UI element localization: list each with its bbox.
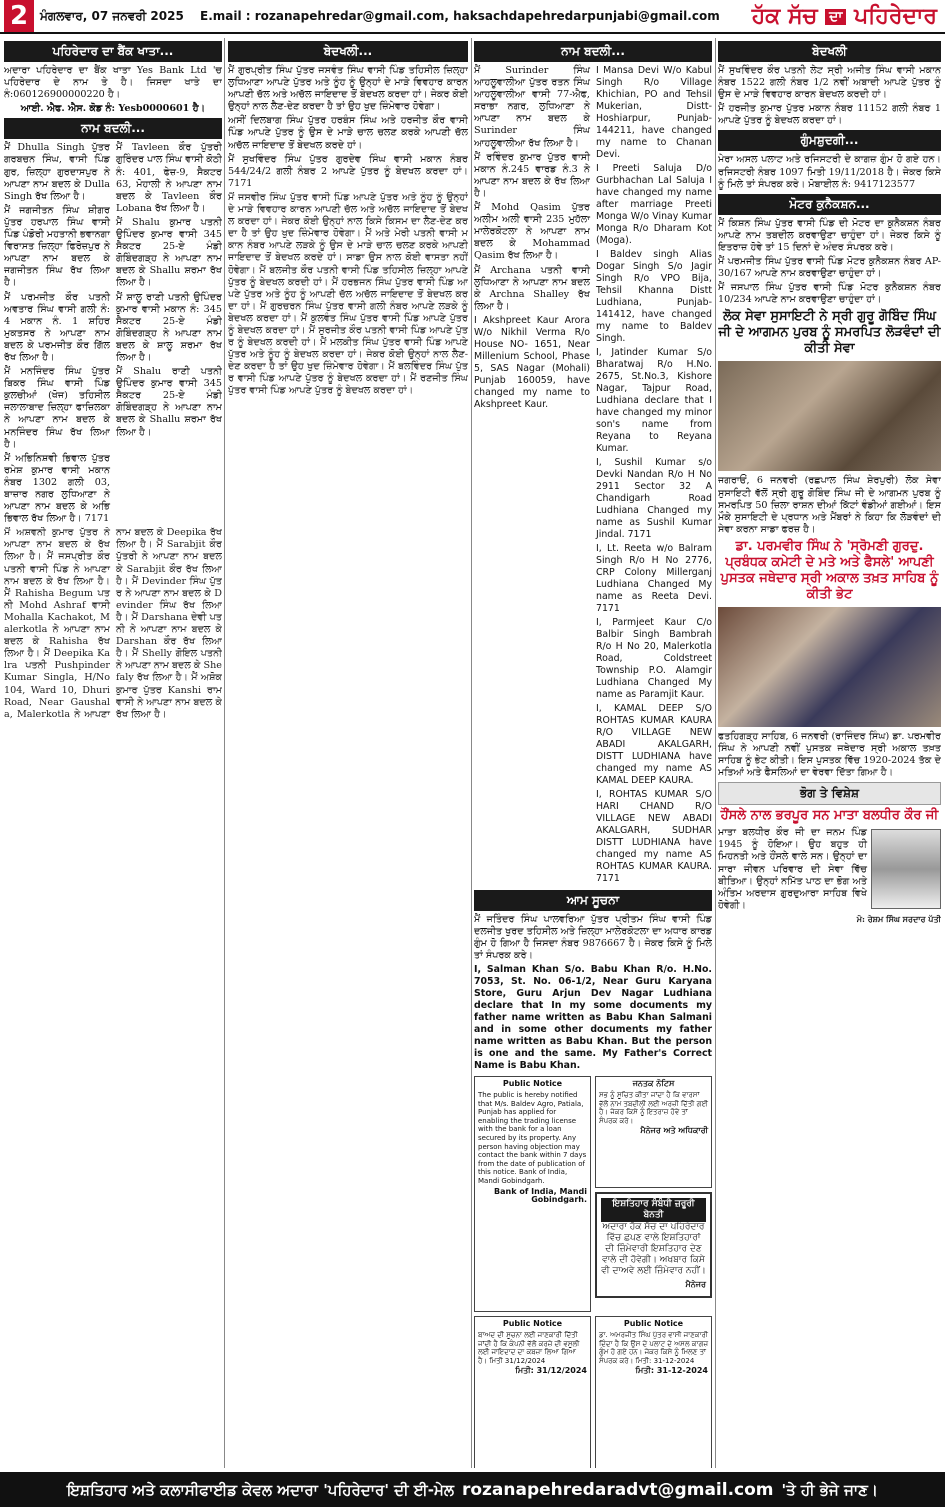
list-item: I Mansa Devi W/o Kabul Singh R/o Village Khichian, PO and Tehsil Mukerian, Distt-Hoshiarpur, Punjab-144211, have changed my name to Chanan Devi. bbox=[596, 65, 712, 160]
page-number: 2 bbox=[4, 0, 34, 32]
name-change-list bbox=[4, 142, 222, 527]
list-item: ਮੈਂ Tavleen ਕੌਰ ਪੁੱਤਰੀ ਗੁਰਿੰਦਰ ਪਾਲ ਸਿੰਘ ਵਾਸੀ ਕੋਠੀ ਨੰ: 401, ਫੇਜ਼-9, ਸੈਕਟਰ 63, ਮੋਹਾਲੀ ਨੇ ਆਪਣਾ ਨਾਮ ਬਦਲ ਕੇ Tavleen ਕੌਰ Lobana ਰੱਖ ਲਿਆ ਹੈ। bbox=[116, 142, 222, 214]
masthead bbox=[0, 0, 945, 34]
list-item: I, Lt. Reeta w/o Balram Singh R/o H No 2776, CRP Colony Millerganj Ludhiana Changed My name as Reeta Devi. 7171 bbox=[596, 543, 712, 614]
list-item: I, Parmjeet Kaur C/o Balbir Singh Bambrah R/o H No 20, Malerkotla Road, Coldstreet Township P.O. Alamgir Ludhiana Changed My name as Paramjit Kaur. bbox=[596, 617, 712, 700]
paper-name-right: ਪਹਿਰੇਦਾਰ bbox=[854, 3, 937, 29]
notice-text: The public is hereby notified that M/s. Baldev Agro, Patiala, Punjab has applied for enabling the trading license with the bank for a loan secured by its property. Any person having objection may contact the bank within 7 days from the date of publication of this notice. Bank of India, Mandi Gobindgarh. bbox=[478, 1090, 587, 1185]
list-item: ਮੈਂ ਕਿਸ਼ਨ ਸਿੰਘ ਪੁੱਤਰ ਵਾਸੀ ਪਿੰਡ ਦੀ ਮੋਟਰ ਦਾ ਕੁਨੈਕਸ਼ਨ ਨੰਬਰ ਆਪਣੇ ਨਾਮ ਤਬਦੀਲ ਕਰਵਾਉਣਾ ਚਾਹੁੰਦਾ ਹਾਂ। ਜੇਕਰ ਕਿਸੇ ਨੂੰ ਇਤਰਾਜ਼ ਹੋਵੇ ਤਾਂ 15 ਦਿਨਾਂ ਦੇ ਅੰਦਰ ਸੰਪਰਕ ਕਰੇ। bbox=[718, 217, 941, 253]
notice-sign: ਮਿਤੀ: 31/12/2024 bbox=[515, 1366, 587, 1376]
name-change-right-2 bbox=[596, 65, 712, 887]
list-item: ਮੈਂ Shalu ਕੁਮਾਰ ਪਤਨੀ ਉਪਿੰਦਰ ਕੁਮਾਰ ਵਾਸੀ 345 ਸੈਕਟਰ 25-ਏ ਮੰਡੀ ਗੋਬਿੰਦਗੜ੍ਹ ਨੇ ਆਪਣਾ ਨਾਮ ਬਦਲ ਕੇ Shallu ਸ਼ਰਮਾ ਰੱਖ ਲਿਆ ਹੈ। bbox=[116, 216, 222, 289]
bhog-text: ਮਾਤਾ ਬਲਧੀਰ ਕੌਰ ਜੀ ਦਾ ਜਨਮ ਪਿੰਡ 1945 ਨੂੰ ਹੋਇਆ। ਉਹ ਬਹੁਤ ਹੀ ਮਿਹਨਤੀ ਅਤੇ ਹੌਂਸਲੇ ਵਾਲੇ ਸਨ। ਉਨ੍ਹਾਂ ਦਾ ਸਾਰਾ ਜੀਵਨ ਪਰਿਵਾਰ ਦੀ ਸੇਵਾ ਵਿੱਚ ਬੀਤਿਆ। ਉਨ੍ਹਾਂ ਨਮਿੱਤ ਪਾਠ ਦਾ ਭੋਗ ਅਤੇ ਅੰਤਿਮ ਅਰਦਾਸ ਗੁਰਦੁਆਰਾ ਸਾਹਿਬ ਵਿਖੇ ਹੋਵੇਗੀ। bbox=[718, 827, 867, 911]
list-item: I, KAMAL DEEP S/O ROHTAS KUMAR KAURA R/O VILLAGE NEW ABADI AKALGARH, DISTT LUDHIANA have changed my name AS KAMAL DEEP KAURA. bbox=[596, 703, 712, 786]
column-1 bbox=[4, 38, 222, 1468]
footer-banner bbox=[0, 1472, 945, 1507]
ad-request-sign: ਮੈਨੇਜਰ bbox=[685, 1279, 706, 1290]
missing-heading: ਗੁੰਮਸ਼ੁਦਗੀ... bbox=[718, 130, 941, 151]
portrait-photo bbox=[871, 829, 941, 909]
list-item: ਮੈਂ Mohd Qasim ਪੁੱਤਰ ਅਲੀਮ ਅਲੀ ਵਾਸੀ 235 ਮੁਹੱਲਾ ਮਾਲੇਰਕੋਟਲਾ ਨੇ ਆਪਣਾ ਨਾਮ ਬਦਲ ਕੇ Mohammad Qasim ਰੱਖ ਲਿਆ ਹੈ। bbox=[474, 202, 590, 262]
story-1-text: ਜਗਰਾਓਂ, 6 ਜਨਵਰੀ (ਰਛਪਾਲ ਸਿੰਘ ਸ਼ੇਰਪੁਰੀ) ਲੋਕ ਸੇਵਾ ਸੁਸਾਇਟੀ ਵੱਲੋਂ ਸ੍ਰੀ ਗੁਰੂ ਗੋਬਿੰਦ ਸਿੰਘ ਜੀ ਦੇ ਆਗਮਨ ਪੁਰਬ ਨੂੰ ਸਮਰਪਿਤ 50 ਜ਼ਿਲਾ ਰਾਸ਼ਨ ਦੀਆਂ ਕਿੱਟਾਂ ਵੰਡੀਆਂ ਗਈਆਂ। ਇਸ ਮੌਕੇ ਸੁਸਾਇਟੀ ਦੇ ਪ੍ਰਧਾਨ ਅਤੇ ਮੈਂਬਰਾਂ ਨੇ ਕਿਹਾ ਕਿ ਲੋੜਵੰਦਾਂ ਦੀ ਸੇਵਾ ਕਰਨਾ ਸਾਡਾ ਫਰਜ਼ ਹੈ। bbox=[718, 475, 941, 535]
ad-request-box bbox=[595, 1192, 712, 1298]
name-change-heading-2: ਨਾਮ ਬਦਲੀ... bbox=[474, 41, 712, 62]
list-item: ਮੈਂ ਸ਼ਾਲੂ ਰਾਣੀ ਪਤਨੀ ਉਪਿੰਦਰ ਕੁਮਾਰ ਵਾਸੀ ਮਕਾਨ ਨੰ: 345 ਸੈਕਟਰ 25-ਏ ਮੰਡੀ ਗੋਬਿੰਦਗੜ੍ਹ ਨੇ ਆਪਣਾ ਨਾਮ ਬਦਲ ਕੇ ਸ਼ਾਲੂ ਸ਼ਰਮਾ ਰੱਖ ਲਿਆ ਹੈ। bbox=[116, 291, 222, 363]
list-item: I, Jatinder Kumar S/o Bharatwaj R/o H.No. 2675, St.No.3, Kishore Nagar, Tajpur Road, Ludhiana declare that I have changed my minor son's name from Reyana to Reyana Kumar. bbox=[596, 347, 712, 454]
ifsc-code: ਆਈ. ਐਫ. ਐਸ. ਕੋਡ ਨੰ: Yesb0000601 ਹੈ। bbox=[20, 103, 206, 115]
disinheritance-heading: ਬੇਦਖਲੀ... bbox=[228, 41, 468, 62]
column-divider bbox=[224, 38, 225, 1468]
notice-text: ਬਾਅਦ ਦੀ ਸੂਚਨਾ ਲਈ ਜਾਣਕਾਰੀ ਦਿੱਤੀ ਜਾਂਦੀ ਹੈ ਕਿ ਕੰਪਨੀ ਵੱਲੋਂ ਕਰਜ਼ੇ ਦੀ ਵਸੂਲੀ ਲਈ ਜਾਇਦਾਦ ਦਾ ਕਬਜ਼ਾ ਲਿਆ ਗਿਆ ਹੈ। ਮਿਤੀ 31/12/2024 bbox=[478, 1330, 580, 1365]
footer-text-right: 'ਤੇ ਹੀ ਭੇਜੇ ਜਾਣ। bbox=[781, 1480, 879, 1499]
notice-title: ਜਨਤਕ ਨੋਟਿਸ bbox=[632, 1079, 675, 1089]
column-2 bbox=[228, 38, 468, 1468]
notice-text: ਡਾ. ਅਮਰਜੀਤ ਸਿੰਘ ਪੁੱਤਰ ਵਾਸੀ ਜਾਣਕਾਰੀ ਦਿੰਦਾ ਹੈ ਕਿ ਉਸ ਦੇ ਪਲਾਟ ਦੇ ਅਸਲ ਕਾਗਜ਼ ਗੁੰਮ ਹੋ ਗਏ ਹਨ। ਜੇਕਰ ਕਿਸੇ ਨੂੰ ਮਿਲਣ ਤਾਂ ਸੰਪਰਕ ਕਰੇ। ਮਿਤੀ: 31-12-2024 bbox=[599, 1330, 709, 1365]
list-item: I Baldev singh Alias Dogar Singh S/o Jagir Singh R/o VPO Bija, Tehsil Khanna Distt Ludhiana, Punjab-141412, have changed my name to Baldev Singh. bbox=[596, 249, 712, 344]
column-divider bbox=[471, 38, 472, 1468]
list-item: ਮੈਂ Surinder ਸਿੰਘ ਆਹਲੂਵਾਲੀਆ ਪੁੱਤਰ ਰਤਨ ਸਿੰਘ ਆਹਲੂਵਾਲੀਆ ਵਾਸੀ 77-ਐਫ, ਸਰਾਭਾ ਨਗਰ, ਲੁਧਿਆਣਾ ਨੇ ਆਪਣਾ ਨਾਮ ਬਦਲ ਕੇ Surinder ਸਿੰਘ ਆਹਲੂਵਾਲੀਆ ਰੱਖ ਲਿਆ ਹੈ। bbox=[474, 65, 590, 149]
list-item: ਮੈਂ Dhulla Singh ਪੁੱਤਰ ਗਰਬਚਨ ਸਿੰਘ, ਵਾਸੀ ਪਿੰਡ ਗੁਰ, ਜ਼ਿਲ੍ਹਾ ਗੁਰਦਾਸਪੁਰ ਨੇ ਆਪਣਾ ਨਾਮ ਬਦਲ ਕੇ Dulla Singh ਰੱਖ ਲਿਆ ਹੈ। bbox=[4, 142, 110, 202]
story-1-photo bbox=[718, 361, 941, 471]
list-item: ਮੇਰਾ ਅਸਲ ਪਲਾਟ ਅਤੇ ਰਜਿਸਟਰੀ ਦੇ ਕਾਗਜ਼ ਗੁੰਮ ਹੋ ਗਏ ਹਨ। ਰਜਿਸਟਰੀ ਨੰਬਰ 1097 ਮਿਤੀ 19/11/2018 ਹੈ। ਜੇਕਰ ਕਿਸੇ ਨੂੰ ਮਿਲੇ ਤਾਂ ਸੰਪਰਕ ਕਰੇ। ਮੋਬਾਈਲ ਨੰ: 9417123577 bbox=[718, 154, 941, 190]
column-3 bbox=[474, 38, 712, 1468]
story-2-text: ਫਤਹਿਗੜ੍ਹ ਸਾਹਿਬ, 6 ਜਨਵਰੀ (ਰਾਜਿੰਦਰ ਸਿੰਘ) ਡਾ. ਪਰਮਵੀਰ ਸਿੰਘ ਨੇ ਆਪਣੀ ਨਵੀਂ ਪੁਸਤਕ ਜਥੇਦਾਰ ਸ੍ਰੀ ਅਕਾਲ ਤਖ਼ਤ ਸਾਹਿਬ ਨੂੰ ਭੇਟ ਕੀਤੀ। ਇਸ ਪੁਸਤਕ ਵਿੱਚ 1920-2024 ਤੱਕ ਦੇ ਮਤਿਆਂ ਅਤੇ ਫੈਸਲਿਆਂ ਦਾ ਵੇਰਵਾ ਦਿੱਤਾ ਗਿਆ ਹੈ। bbox=[718, 730, 941, 779]
public-notice-1 bbox=[474, 1076, 591, 1312]
list-item: ਮੈਂ ਗੁਰਪ੍ਰੀਤ ਸਿੰਘ ਪੁੱਤਰ ਜਸਵੰਤ ਸਿੰਘ ਵਾਸੀ ਪਿੰਡ ਤਹਿਸੀਲ ਜ਼ਿਲ੍ਹਾ ਲੁਧਿਆਣਾ ਆਪਣੇ ਪੁੱਤਰ ਅਤੇ ਨੂੰਹ ਨੂੰ ਉਨ੍ਹਾਂ ਦੇ ਮਾੜੇ ਵਿਵਹਾਰ ਕਾਰਨ ਆਪਣੀ ਚੱਲ ਅਤੇ ਅਚੱਲ ਜਾਇਦਾਦ ਤੋਂ ਬੇਦਖਲ ਕਰਦਾ ਹਾਂ। ਜੇਕਰ ਕੋਈ ਉਨ੍ਹਾਂ ਨਾਲ ਲੈਣ-ਦੇਣ ਕਰਦਾ ਹੈ ਤਾਂ ਉਹ ਖੁਦ ਜ਼ਿੰਮੇਵਾਰ ਹੋਵੇਗਾ। bbox=[228, 65, 468, 113]
bhog-sign: ਮੋ: ਰੇਸ਼ਮ ਸਿੰਘ ਸਰਦਾਰ ਪੱਤੀ bbox=[856, 913, 941, 924]
notice-text: ਸਭ ਨੂੰ ਸੂਚਿਤ ਕੀਤਾ ਜਾਂਦਾ ਹੈ ਕਿ ਵਾਰਸਾਂ ਵੱਲੋਂ ਨਾਮ ਤਬਦੀਲੀ ਲਈ ਅਰਜ਼ੀ ਦਿੱਤੀ ਗਈ ਹੈ। ਜੇਕਰ ਕਿਸੇ ਨੂੰ ਇਤਰਾਜ਼ ਹੋਵੇ ਤਾਂ ਸੰਪਰਕ ਕਰੇ। bbox=[599, 1090, 708, 1125]
public-notice-4 bbox=[595, 1316, 712, 1468]
list-item: ਮੈਂ Archana ਪਤਨੀ ਵਾਸੀ ਲੁਧਿਆਣਾ ਨੇ ਆਪਣਾ ਨਾਮ ਬਦਲ ਕੇ Archna Shalley ਰੱਖ ਲਿਆ ਹੈ। bbox=[474, 264, 590, 312]
list-item: ਅਸੀਂ ਦਿਲਬਾਗ ਸਿੰਘ ਪੁੱਤਰ ਹਰਬੰਸ ਸਿੰਘ ਅਤੇ ਹਰਜੀਤ ਕੌਰ ਵਾਸੀ ਪਿੰਡ ਆਪਣੇ ਪੁੱਤਰ ਨੂੰ ਉਸ ਦੇ ਮਾੜੇ ਚਾਲ ਚਲਣ ਕਰਕੇ ਆਪਣੀ ਚੱਲ ਅਚੱਲ ਜਾਇਦਾਦ ਤੋਂ ਬੇਦਖਲ ਕਰਦੇ ਹਾਂ। bbox=[228, 115, 468, 151]
column-divider bbox=[715, 38, 716, 1468]
header-email: E.mail : rozanapehredar@gmail.com, haksachdapehredarpunjabi@gmail.com bbox=[200, 9, 720, 23]
column-4 bbox=[718, 38, 941, 1468]
disinheritance-continued: ਮੈਂ ਜਸਵੀਰ ਸਿੰਘ ਪੁੱਤਰ ਵਾਸੀ ਪਿੰਡ ਆਪਣੇ ਪੁੱਤਰ ਅਤੇ ਨੂੰਹ ਨੂੰ ਉਨ੍ਹਾਂ ਦੇ ਮਾੜੇ ਵਿਵਹਾਰ ਕਾਰਨ ਆਪਣੀ ਚੱਲ ਅਤੇ ਅਚੱਲ ਜਾਇਦਾਦ ਤੋਂ ਬੇਦਖਲ ਕਰਦਾ ਹਾਂ। ਜੇਕਰ ਕੋਈ ਉਨ੍ਹਾਂ ਨਾਲ ਕਿਸੇ ਕਿਸਮ ਦਾ ਲੈਣ-ਦੇਣ ਕਰਦਾ ਹੈ ਤਾਂ ਉਹ ਖੁਦ ਜ਼ਿੰਮੇਵਾਰ ਹੋਵੇਗਾ। ਮੈਂ ਅਤੇ ਮੇਰੀ ਪਤਨੀ ਵਾਸੀ ਮਕਾਨ ਨੰਬਰ ਆਪਣੇ ਲੜਕੇ ਨੂੰ ਉਸ ਦੇ ਮਾੜੇ ਚਾਲ ਚਲਣ ਕਰਕੇ ਆਪਣੀ ਜਾਇਦਾਦ ਤੋਂ ਬੇਦਖਲ ਕਰਦੇ ਹਾਂ। ਸਾਡਾ ਉਸ ਨਾਲ ਕੋਈ ਵਾਸਤਾ ਨਹੀਂ ਹੋਵੇਗਾ। ਮੈਂ ਬਲਜੀਤ ਕੌਰ ਪਤਨੀ ਵਾਸੀ ਪਿੰਡ ਤਹਿਸੀਲ ਜ਼ਿਲ੍ਹਾ ਆਪਣੇ ਪੁੱਤਰ ਨੂੰ ਬੇਦਖਲ ਕਰਦੀ ਹਾਂ। ਮੈਂ ਹਰਭਜਨ ਸਿੰਘ ਪੁੱਤਰ ਵਾਸੀ ਪਿੰਡ ਆਪਣੇ ਪੁੱਤਰ ਅਤੇ ਨੂੰਹ ਨੂੰ ਆਪਣੀ ਚੱਲ ਅਚੱਲ ਜਾਇਦਾਦ ਤੋਂ ਬੇਦਖਲ ਕਰਦਾ ਹਾਂ। ਮੈਂ ਗੁਰਚਰਨ ਸਿੰਘ ਪੁੱਤਰ ਵਾਸੀ ਗਲੀ ਨੰਬਰ ਆਪਣੇ ਲੜਕੇ ਨੂੰ ਬੇਦਖਲ ਕਰਦਾ ਹਾਂ। ਮੈਂ ਕੁਲਵੰਤ ਸਿੰਘ ਪੁੱਤਰ ਵਾਸੀ ਪਿੰਡ ਆਪਣੇ ਪੁੱਤਰ ਨੂੰ ਬੇਦਖਲ ਕਰਦਾ ਹਾਂ। ਮੈਂ ਸੁਰਜੀਤ ਕੌਰ ਪਤਨੀ ਵਾਸੀ ਪਿੰਡ ਆਪਣੇ ਪੁੱਤਰ ਨੂੰ ਬੇਦਖਲ ਕਰਦੀ ਹਾਂ। ਮੈਂ ਮਲਕੀਤ ਸਿੰਘ ਪੁੱਤਰ ਵਾਸੀ ਪਿੰਡ ਆਪਣੇ ਪੁੱਤਰ ਅਤੇ ਨੂੰਹ ਨੂੰ ਬੇਦਖਲ ਕਰਦਾ ਹਾਂ। ਜੇਕਰ ਕੋਈ ਉਨ੍ਹਾਂ ਨਾਲ ਲੈਣ-ਦੇਣ ਕਰਦਾ ਹੈ ਤਾਂ ਉਹ ਖੁਦ ਜ਼ਿੰਮੇਵਾਰ ਹੋਵੇਗਾ। ਮੈਂ ਬਲਵਿੰਦਰ ਸਿੰਘ ਪੁੱਤਰ ਵਾਸੀ ਪਿੰਡ ਆਪਣੇ ਪੁੱਤਰ ਨੂੰ ਬੇਦਖਲ ਕਰਦਾ ਹਾਂ। ਮੈਂ ਰਣਜੀਤ ਸਿੰਘ ਪੁੱਤਰ ਵਾਸੀ ਪਿੰਡ ਆਪਣੇ ਪੁੱਤਰ ਨੂੰ ਬੇਦਖਲ ਕਰਦਾ ਹਾਂ। bbox=[228, 191, 468, 397]
bank-account-text: ਅਦਾਰਾ ਪਹਿਰੇਦਾਰ ਦਾ ਬੈਂਕ ਖਾਤਾ Yes Bank Ltd 'ਚ ਪਹਿਰੇਦਾਰ ਦੇ ਨਾਮ ਤੇ ਹੈ। ਜਿਸਦਾ ਖਾਤੇ ਦਾ ਨੰ:060126900000220 ਹੈ। bbox=[4, 65, 222, 101]
story-1-headline: ਲੋਕ ਸੇਵਾ ਸੁਸਾਇਟੀ ਨੇ ਸ੍ਰੀ ਗੁਰੂ ਗੋਬਿੰਦ ਸਿੰਘ ਜੀ ਦੇ ਆਗਮਨ ਪੁਰਬ ਨੂੰ ਸਮਰਪਿਤ ਲੋੜਵੰਦਾਂ ਦੀ ਕੀਤੀ ਸੇਵਾ bbox=[718, 309, 941, 357]
bhog-headline: ਹੌਂਸਲੇ ਨਾਲ ਭਰਪੂਰ ਸਨ ਮਾਤਾ ਬਲਧੀਰ ਕੌਰ ਜੀ bbox=[720, 808, 939, 824]
list-item: ਮੈਂ ਅਭਿਨਿਸ਼ਵੀ ਭਿਵਾਲ ਪੁੱਤਰ ਰਮੇਸ਼ ਕੁਮਾਰ ਵਾਸੀ ਮਕਾਨ ਨੰਬਰ 1302 ਗਲੀ 03, ਬਾਜ਼ਾਰ ਨਗਰ ਲੁਧਿਆਣਾ ਨੇ ਆਪਣਾ ਨਾਮ ਬਦਲ ਕੇ ਅਭਿ ਭਿਵਾਲ ਰੱਖ ਲਿਆ ਹੈ। 7171 bbox=[4, 452, 110, 525]
notice-title: Public Notice bbox=[502, 1079, 563, 1089]
paper-name-mid: ਦਾ bbox=[825, 9, 846, 25]
list-item: I Preeti Saluja D/o Gurbhachan Lal Saluja I have changed my name after marriage Preeti Monga W/o Vinay Kumar Monga R/o Dharam Kot (Moga). bbox=[596, 163, 712, 246]
public-info-text: ਮੈਂ ਜਤਿੰਦਰ ਸਿੰਘ ਪਾਲਵਰਿਆ ਪੁੱਤਰ ਪ੍ਰੀਤਮ ਸਿੰਘ ਵਾਸੀ ਪਿੰਡ ਦਲਜੀਤ ਖੁਰਦ ਤਹਿਸੀਲ ਅਤੇ ਜ਼ਿਲ੍ਹਾ ਮਾਲੇਰਕੋਟਲਾ ਦਾ ਅਧਾਰ ਕਾਰਡ ਗੁੰਮ ਹੋ ਗਿਆ ਹੈ ਜਿਸਦਾ ਨੰਬਰ 9876667 ਹੈ। ਜੇਕਰ ਕਿਸੇ ਨੂੰ ਮਿਲੇ ਤਾਂ ਸੰਪਰਕ ਕਰੇ। bbox=[474, 914, 712, 962]
list-item: ਮੈਂ ਹਰਜੀਤ ਕੁਮਾਰ ਪੁੱਤਰ ਮਕਾਨ ਨੰਬਰ 11152 ਗਲੀ ਨੰਬਰ 1 ਆਪਣੇ ਪੁੱਤਰ ਨੂੰ ਬੇਦਖਲ ਕਰਦਾ ਹਾਂ। bbox=[718, 103, 941, 127]
disinheritance-heading-2: ਬੇਦਖਲੀ bbox=[718, 41, 941, 62]
notice-sign: ਮੈਨੇਜਰ ਅਤੇ ਅਧਿਕਾਰੀ bbox=[640, 1126, 708, 1136]
public-info-heading: ਆਮ ਸੂਚਨਾ bbox=[474, 890, 712, 911]
list-item: I, Sushil Kumar s/o Devki Nandan R/o H No 2911 Sector 32 A Chandigarh Road Ludhiana Changed my name as Sushil Kumar Jindal. 7171 bbox=[596, 457, 712, 540]
ad-request-text: ਅਦਾਰਾ ਹੱਕ ਸੱਚ ਦਾ ਪਹਿਰੇਦਾਰ ਵਿੱਚ ਛਪਣ ਵਾਲੇ ਇਸ਼ਤਿਹਾਰਾਂ ਦੀ ਜ਼ਿੰਮੇਵਾਰੀ ਇਸ਼ਤਿਹਾਰ ਦੇਣ ਵਾਲੇ ਦੀ ਹੋਵੇਗੀ। ਅਖਬਾਰ ਕਿਸੇ ਵੀ ਦਾਅਵੇ ਲਈ ਜ਼ਿੰਮੇਵਾਰ ਨਹੀਂ। bbox=[601, 1222, 706, 1277]
name-change-continued: ਮੈਂ ਅਸ਼ਵਨੀ ਕੁਮਾਰ ਪੁੱਤਰ ਨੇ ਆਪਣਾ ਨਾਮ ਬਦਲ ਕੇ ਰੱਖ ਲਿਆ ਹੈ। ਮੈਂ ਜਸਪ੍ਰੀਤ ਕੌਰ ਪਤਨੀ ਵਾਸੀ ਪਿੰਡ ਨੇ ਆਪਣਾ ਨਾਮ ਬਦਲ ਕੇ ਰੱਖ ਲਿਆ ਹੈ। ਮੈਂ Rahisha Begum ਪਤਨੀ Mohd Ashraf ਵਾਸੀ Mohalla Kachakot, Malerkotla ਨੇ ਆਪਣਾ ਨਾਮ ਬਦਲ ਕੇ Rahisha ਰੱਖ ਲਿਆ ਹੈ। ਮੈਂ Deepika Kalra ਪਤਨੀ Pushpinder Kumar Singla, H/No 104, Ward 10, Dhuri Road, Near Gaushala, Malerkotla ਨੇ ਆਪਣਾ ਨਾਮ ਬਦਲ ਕੇ Deepika ਰੱਖ ਲਿਆ ਹੈ। ਮੈਂ Sarabjit ਕੌਰ ਪੁੱਤਰੀ ਨੇ ਆਪਣਾ ਨਾਮ ਬਦਲ ਕੇ Sarabjit ਕੌਰ ਰੱਖ ਲਿਆ ਹੈ। ਮੈਂ Devinder ਸਿੰਘ ਪੁੱਤਰ ਨੇ ਆਪਣਾ ਨਾਮ ਬਦਲ ਕੇ Devinder ਸਿੰਘ ਰੱਖ ਲਿਆ ਹੈ। ਮੈਂ Darshana ਦੇਵੀ ਪਤਨੀ ਨੇ ਆਪਣਾ ਨਾਮ ਬਦਲ ਕੇ Darshan ਕੌਰ ਰੱਖ ਲਿਆ ਹੈ। ਮੈਂ Shelly ਗੋਇਲ ਪਤਨੀ ਨੇ ਆਪਣਾ ਨਾਮ ਬਦਲ ਕੇ Shefaly ਰੱਖ ਲਿਆ ਹੈ। ਮੈਂ ਅਸ਼ੋਕ ਕੁਮਾਰ ਪੁੱਤਰ Kanshi ਰਾਮ ਵਾਸੀ ਨੇ ਆਪਣਾ ਨਾਮ ਬਦਲ ਕੇ ਰੱਖ ਲਿਆ ਹੈ। bbox=[4, 527, 222, 720]
list-item: ਮੈਂ ਜਸਪਾਲ ਸਿੰਘ ਪੁੱਤਰ ਵਾਸੀ ਪਿੰਡ ਮੋਟਰ ਕੁਨੈਕਸ਼ਨ ਨੰਬਰ 10/234 ਆਪਣੇ ਨਾਮ ਕਰਵਾਉਣਾ ਚਾਹੁੰਦਾ ਹਾਂ। bbox=[718, 282, 941, 306]
motor-connection-heading: ਮੋਟਰ ਕੁਨੈਕਸ਼ਨ... bbox=[718, 194, 941, 215]
list-item: ਮੈਂ ਪਰਮਜੀਤ ਕੌਰ ਪਤਨੀ ਅਵਤਾਰ ਸਿੰਘ ਵਾਸੀ ਗਲੀ ਨੰ: 4 ਮਕਾਨ ਨੰ. 1 ਸ਼ਹਿਰ ਮੁਕਤਸਰ ਨੇ ਆਪਣਾ ਨਾਮ ਬਦਲ ਕੇ ਪਰਮਜੀਤ ਕੌਰ ਗਿੱਲ ਰੱਖ ਲਿਆ ਹੈ। bbox=[4, 291, 110, 363]
issue-date: ਮੰਗਲਵਾਰ, 07 ਜਨਵਰੀ 2025 bbox=[40, 8, 184, 23]
list-item: ਮੈਂ ਜਗਜੀਤਨ ਸਿੰਘ ਸ਼ੀਗਰ ਪੁੱਤਰ ਹਰਪਾਲ ਸਿੰਘ ਵਾਸੀ ਪਿੰਡ ਪੰਡੋਰੀ ਮਹਤਾਨੀ ਭਵਾਨਗਾ ਵਿਰਾਸਤ ਜ਼ਿਲ੍ਹਾ ਫਿਰੋਜ਼ਪੁਰ ਨੇ ਆਪਣਾ ਨਾਮ ਬਦਲ ਕੇ ਜਗਜੀਤਨ ਸਿੰਘ ਰੱਖ ਲਿਆ ਹੈ। bbox=[4, 204, 110, 289]
footer-text-left: ਇਸ਼ਤਿਹਾਰ ਅਤੇ ਕਲਾਸੀਫਾਈਡ ਕੇਵਲ ਅਦਾਰਾ 'ਪਹਿਰੇਦਾਰ' ਦੀ ਈ-ਮੇਲ bbox=[66, 1480, 454, 1499]
list-item: I, ROHTAS KUMAR S/O HARI CHAND R/O VILLAGE NEW ABADI AKALGARH, SUDHAR DISTT LUDHIANA have changed my name AS ROHTAS KUMAR KAURA. 7171 bbox=[596, 789, 712, 884]
story-2-headline: ਡਾ. ਪਰਮਵੀਰ ਸਿੰਘ ਨੇ 'ਸ੍ਰੋਮਣੀ ਗੁਰਦੁ. ਪ੍ਰਬੰਧਕ ਕਮੇਟੀ ਦੇ ਮਤੇ ਅਤੇ ਫੈਸਲੇ' ਆਪਣੀ ਪੁਸਤਕ ਜਥੇਦਾਰ ਸ੍ਰੀ ਅਕਾਲ ਤਖ਼ਤ ਸਾਹਿਬ ਨੂੰ ਕੀਤੀ ਭੇਟ bbox=[720, 538, 939, 602]
notice-sign: ਮਿਤੀ: 31-12-2024 bbox=[635, 1366, 708, 1376]
public-notice-3 bbox=[474, 1316, 591, 1468]
english-notice: I, Salman Khan S/o. Babu Khan R/o. H.No. 7053, St. No. 06-1/2, Near Guru Karyana Store, Guru Arjun Dev Nagar Ludhiana declare that In my some documents my father name written as Babu Khan Salmani and in some other documents my father name written as Babu Khan. But the person is one and the same. My Father's Correct Name is Babu Khan. bbox=[474, 964, 712, 1072]
list-item: ਮੈਂ ਸੁਖਵਿੰਦਰ ਕੌਰ ਪਤਨੀ ਲੇਟ ਸ੍ਰੀ ਅਜੀਤ ਸਿੰਘ ਵਾਸੀ ਮਕਾਨ ਨੰਬਰ 1522 ਗਲੀ ਨੰਬਰ 1/2 ਨਵੀਂ ਅਬਾਦੀ ਆਪਣੇ ਪੁੱਤਰ ਨੂੰ ਉਸ ਦੇ ਮਾੜੇ ਵਿਵਹਾਰ ਕਾਰਨ ਬੇਦਖਲ ਕਰਦੀ ਹਾਂ। bbox=[718, 65, 941, 101]
list-item: ਮੈਂ Shalu ਰਾਣੀ ਪਤਨੀ ਉਪਿੰਦਰ ਕੁਮਾਰ ਵਾਸੀ 345 ਸੈਕਟਰ 25-ਏ ਮੰਡੀ ਗੋਬਿੰਦਗੜ੍ਹ ਨੇ ਆਪਣਾ ਨਾਮ ਬਦਲ ਕੇ Shallu ਸ਼ਰਮਾ ਰੱਖ ਲਿਆ ਹੈ। bbox=[116, 366, 222, 438]
bhog-heading: ਭੋਗ ਤੇ ਵਿਸ਼ੇਸ਼ bbox=[718, 782, 941, 805]
ad-request-heading: ਇਸ਼ਤਿਹਾਰ ਸੰਬੰਧੀ ਜ਼ਰੂਰੀ ਬੇਨਤੀ bbox=[601, 1198, 706, 1222]
bank-account-heading: ਪਹਿਰੇਦਾਰ ਦਾ ਬੈਂਕ ਖਾਤਾ... bbox=[4, 41, 222, 62]
list-item: I Akshpreet Kaur Arora W/o Nikhil Verma R/o House NO- 1651, Near Millenium School, Phase 5, SAS Nagar (Mohali) Punjab 160059, have changed my name to Akshpreet Kaur. bbox=[474, 314, 590, 410]
notices-grid bbox=[474, 1076, 712, 1468]
name-change-right bbox=[116, 142, 222, 527]
public-notice-2 bbox=[595, 1076, 712, 1188]
notice-sign: Bank of India, Mandi Gobindgarh. bbox=[494, 1186, 587, 1205]
footer-email: rozanapehredaradvt@gmail.com bbox=[461, 1479, 774, 1500]
notice-title: Public Notice bbox=[623, 1319, 684, 1329]
list-item: ਮੈਂ ਰਵਿੰਦਰ ਕੁਮਾਰ ਪੁੱਤਰ ਵਾਸੀ ਮਕਾਨ ਨੰ.245 ਵਾਰਡ ਨੰ.3 ਨੇ ਆਪਣਾ ਨਾਮ ਬਦਲ ਕੇ ਰੱਖ ਲਿਆ ਹੈ। bbox=[474, 151, 590, 199]
list-item: ਮੈਂ ਮਨਜਿੰਦਰ ਸਿੰਘ ਪੁੱਤਰ ਬਿਕਰ ਸਿੰਘ ਵਾਸੀ ਪਿੰਡ ਕੁਲਚੀਆਂ (ਖੋਜ) ਤਹਿਸੀਲ ਜਲਾਲਾਬਾਦ ਜ਼ਿਲ੍ਹਾ ਫਾਜ਼ਿਲਕਾ ਨੇ ਆਪਣਾ ਨਾਮ ਬਦਲ ਕੇ ਮਨਜਿੰਦਰ ਸਿੰਘ ਰੱਖ ਲਿਆ ਹੈ। bbox=[4, 366, 110, 450]
paper-name-left: ਹੱਕ ਸੱਚ bbox=[751, 3, 818, 29]
name-change-left-2 bbox=[474, 65, 590, 887]
paper-name bbox=[752, 4, 937, 29]
name-change-left bbox=[4, 142, 110, 527]
story-2-photo bbox=[718, 607, 941, 727]
notice-stack bbox=[595, 1076, 712, 1312]
name-change-heading: ਨਾਮ ਬਦਲੀ... bbox=[4, 118, 222, 139]
notice-title: Public Notice bbox=[502, 1319, 563, 1329]
list-item: ਮੈਂ ਪਰਮਜੀਤ ਸਿੰਘ ਪੁੱਤਰ ਵਾਸੀ ਪਿੰਡ ਮੋਟਰ ਕੁਨੈਕਸ਼ਨ ਨੰਬਰ AP-30/167 ਆਪਣੇ ਨਾਮ ਕਰਵਾਉਣਾ ਚਾਹੁੰਦਾ ਹਾਂ। bbox=[718, 256, 941, 280]
list-item: ਮੈਂ ਸੁਖਵਿੰਦਰ ਸਿੰਘ ਪੁੱਤਰ ਗੁਰਦੇਵ ਸਿੰਘ ਵਾਸੀ ਮਕਾਨ ਨੰਬਰ 544/24/2 ਗਲੀ ਨੰਬਰ 2 ਆਪਣੇ ਪੁੱਤਰ ਨੂੰ ਬੇਦਖਲ ਕਰਦਾ ਹਾਂ। 7171 bbox=[228, 153, 468, 189]
name-change-list-2 bbox=[474, 65, 712, 887]
